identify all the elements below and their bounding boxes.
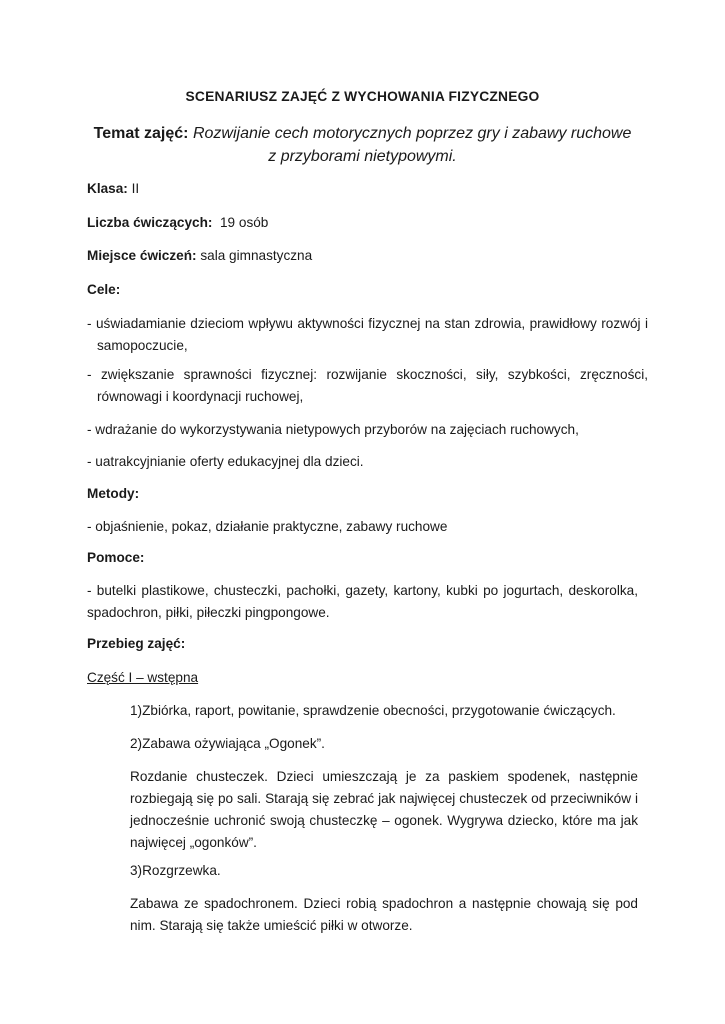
cele-item: - uświadamianie dzieciom wpływu aktywności fizycznej na stan zdrowia, prawidłowy rozwój i samopoczucie, xyxy=(87,316,648,353)
document-title: SCENARIUSZ ZAJĘĆ Z WYCHOWANIA FIZYCZNEGO xyxy=(185,89,540,104)
temat-line-2 xyxy=(0,146,725,168)
step-1: 1)Zbiórka, raport, powitanie, sprawdzenie obecności, przygotowanie ćwiczących. xyxy=(130,703,616,718)
step-3-description: Zabawa ze spadochronem. Dzieci robią spadochron a następnie chowają się pod nim. Starają się także umieścić piłki w otworze. xyxy=(130,896,638,933)
klasa-label: Klasa: xyxy=(87,181,128,196)
klasa-value: II xyxy=(131,181,140,196)
przebieg-heading: Przebieg zajęć: xyxy=(87,636,186,651)
miejsce-value: sala gimnastyczna xyxy=(200,248,313,263)
cele-item: - uatrakcyjnianie oferty edukacyjnej dla dzieci. xyxy=(87,454,364,469)
miejsce-line xyxy=(87,247,312,265)
miejsce-label: Miejsce ćwiczeń: xyxy=(87,248,197,263)
pomoce-heading: Pomoce: xyxy=(87,550,145,565)
temat-label: Temat zajęć: xyxy=(93,125,189,142)
step-3: 3)Rozgrzewka. xyxy=(130,863,221,878)
step-2-description: Rozdanie chusteczek. Dzieci umieszczają je za paskiem spodenek, następnie rozbiegają się po sali. Starają się zebrać jak najwięcej chusteczek od przeciwników i jednocześnie uchronić swoją chusteczkę – ogonek. Wygrywa dziecko, które ma jak najwięcej „ogonków”. xyxy=(130,769,638,850)
temat-text-1: Rozwijanie cech motorycznych poprzez gry i zabawy ruchowe xyxy=(192,125,632,142)
liczba-line xyxy=(87,214,268,232)
step-2: 2)Zabawa ożywiająca „Ogonek”. xyxy=(130,736,325,751)
part-heading: Część I – wstępna xyxy=(87,670,199,685)
cele-item: - zwiększanie sprawności fizycznej: rozwijanie skoczności, siły, szybkości, zręczności, równowagi i koordynacji ruchowej, xyxy=(87,367,648,404)
temat-text-2: z przyborami nietypowymi. xyxy=(268,148,457,165)
metody-heading: Metody: xyxy=(87,486,140,501)
liczba-value: 19 osób xyxy=(219,215,269,230)
metody-text: - objaśnienie, pokaz, działanie praktyczne, zabawy ruchowe xyxy=(87,519,448,534)
liczba-label: Liczba ćwiczących: xyxy=(87,215,213,230)
klasa-line xyxy=(87,180,139,198)
pomoce-text: - butelki plastikowe, chusteczki, pachołki, gazety, kartony, kubki po jogurtach, deskorolka, spadochron, piłki, piłeczki pingpongowe. xyxy=(87,583,638,620)
cele-heading: Cele: xyxy=(87,282,121,297)
temat-line-1 xyxy=(0,123,725,145)
cele-item: - wdrażanie do wykorzystywania nietypowych przyborów na zajęciach ruchowych, xyxy=(87,422,579,437)
